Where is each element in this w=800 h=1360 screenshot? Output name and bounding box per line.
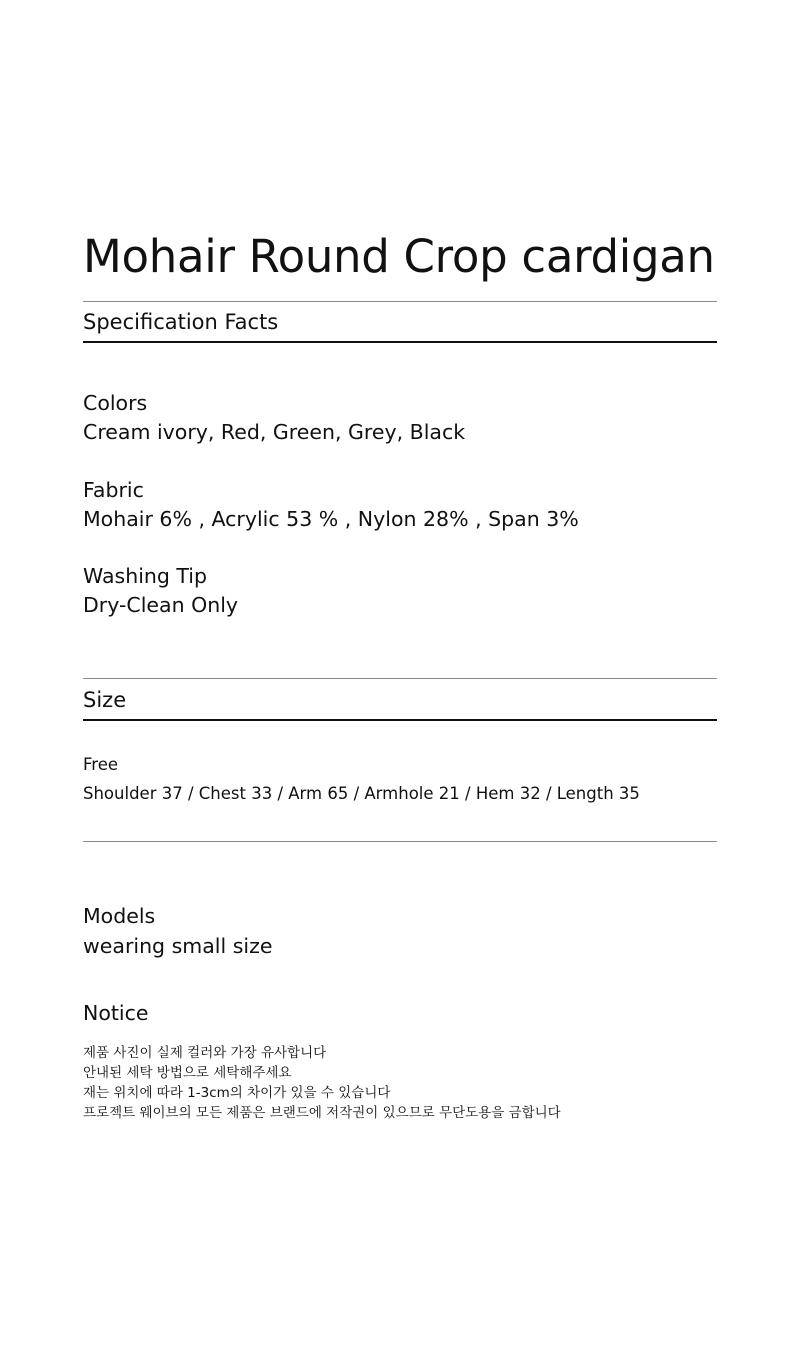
product-title: Mohair Round Crop cardigan — [83, 230, 715, 283]
notice-line: 재는 위치에 따라 1-3cm의 차이가 있을 수 있습니다 — [83, 1085, 391, 1101]
divider-strong — [83, 341, 717, 343]
spec-sheet — [83, 0, 717, 1360]
divider-strong — [83, 719, 717, 721]
size-heading: Size — [83, 688, 127, 712]
notice-label: Notice — [83, 1001, 149, 1025]
size-measurements: Shoulder 37 / Chest 33 / Arm 65 / Armhole 21 / Hem 32 / Length 35 — [83, 784, 640, 803]
size-option: Free — [83, 755, 119, 774]
washing-tip-value: Dry-Clean Only — [83, 593, 239, 617]
fabric-label: Fabric — [83, 478, 144, 502]
models-label: Models — [83, 904, 156, 928]
colors-label: Colors — [83, 391, 148, 415]
washing-tip-label: Washing Tip — [83, 564, 208, 588]
notice-line: 프로젝트 웨이브의 모든 제품은 브랜드에 저작권이 있으므로 무단도용을 금합니다 — [83, 1105, 561, 1121]
divider — [83, 678, 717, 679]
notice-line: 안내된 세탁 방법으로 세탁해주세요 — [83, 1065, 292, 1081]
fabric-value: Mohair 6% , Acrylic 53 % , Nylon 28% , Span 3% — [83, 507, 579, 531]
divider — [83, 301, 717, 302]
spec-heading: Specification Facts — [83, 310, 279, 334]
models-value: wearing small size — [83, 934, 273, 958]
notice-line: 제품 사진이 실제 컬러와 가장 유사합니다 — [83, 1045, 327, 1061]
divider — [83, 841, 717, 842]
colors-value: Cream ivory, Red, Green, Grey, Black — [83, 420, 466, 444]
